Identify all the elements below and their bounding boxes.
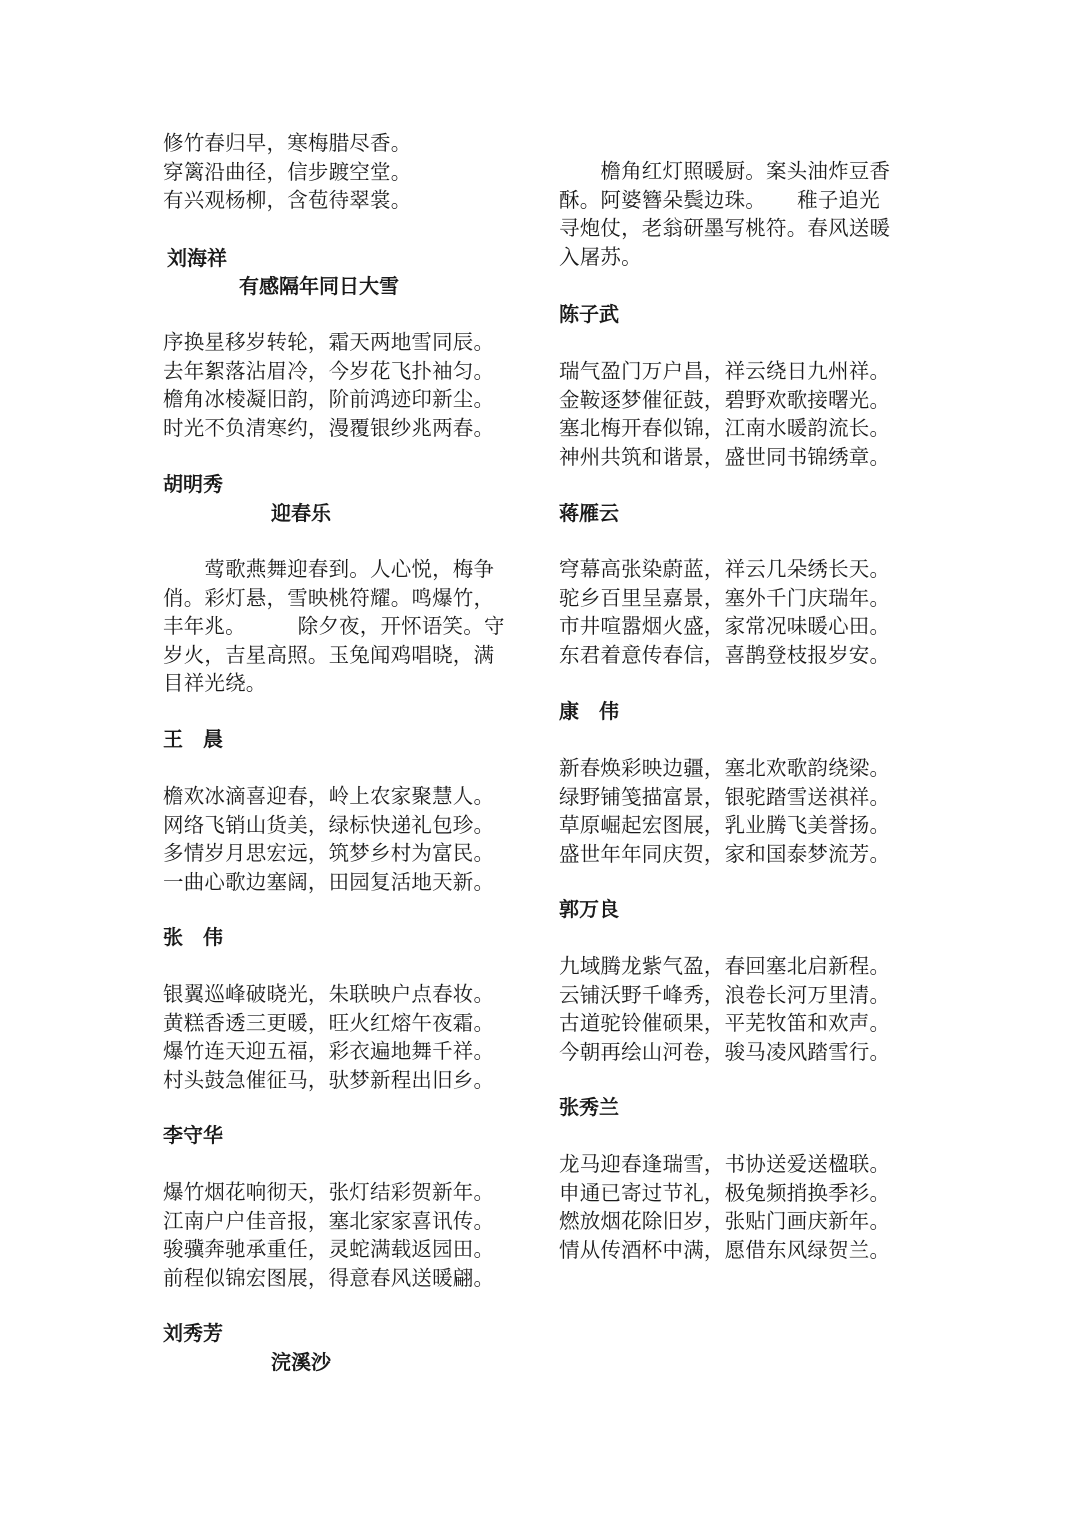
poem-line: 目祥光绕。	[163, 671, 267, 695]
poem-line: 丰年兆。 除夕夜，开怀语笑。守	[163, 614, 505, 638]
poem-jiang-yanyun	[559, 555, 939, 669]
poem-line: 网络飞销山货美，绿标快递礼包珍。	[163, 812, 495, 837]
section-liu-haixiang	[163, 244, 543, 272]
poem-line: 村头鼓急催征马，驮梦新程出旧乡。	[163, 1067, 495, 1092]
poem-line: 穹幕高张染蔚蓝，祥云几朵绣长天。	[559, 557, 891, 581]
section-jiang-yanyun	[559, 499, 939, 527]
poem-line: 市井喧嚣烟火盛，家常况味暖心田。	[559, 614, 891, 638]
poem-line: 爆竹烟花响彻天，张灯结彩贺新年。	[163, 1180, 495, 1204]
poem-title: 浣溪沙	[271, 1350, 331, 1374]
poem-line: 绿野铺笺描富景，银驼踏雪送祺祥。	[559, 784, 891, 809]
poem-line: 塞北梅开春似锦，江南水暖韵流长。	[559, 416, 891, 440]
author-name: 陈子武	[559, 302, 619, 326]
poem-li-shouhua	[163, 1178, 543, 1292]
poem-title: 有感隔年同日大雪	[239, 274, 399, 298]
poem-title: 迎春乐	[271, 501, 331, 525]
poem-line: 申通已寄过节礼，极兔频捎换季衫。	[559, 1180, 891, 1205]
author-name: 张秀兰	[559, 1095, 619, 1119]
poem-line: 时光不负清寒约，漫覆银纱兆两春。	[163, 415, 495, 440]
section-zhang-xiulan	[559, 1093, 939, 1121]
poem-line: 莺歌燕舞迎春到。人心悦，梅争	[163, 557, 495, 581]
author-name: 王 晨	[163, 727, 223, 751]
poem-zhang-xiulan	[559, 1150, 939, 1264]
section-hu-mingxiu	[163, 470, 543, 498]
poem-line: 黄糕香透三更暖，旺火红熔午夜霜。	[163, 1010, 495, 1035]
author-name: 胡明秀	[163, 472, 223, 496]
poem-line: 檐角红灯照暖厨。案头油炸豆香	[559, 159, 891, 183]
poem-line: 驼乡百里呈嘉景，塞外千门庆瑞年。	[559, 585, 891, 610]
poem-line: 檐角冰棱凝旧韵，阶前鸿迹印新尘。	[163, 387, 495, 411]
poem-wang-chen	[163, 782, 543, 896]
section-wang-chen	[163, 725, 543, 753]
poem-liu-haixiang	[163, 328, 543, 442]
poem-line: 多情岁月思宏远，筑梦乡村为富民。	[163, 841, 495, 865]
poem-line: 穿篱沿曲径，信步踱空堂。	[163, 159, 412, 184]
author-name: 康 伟	[559, 699, 619, 723]
poem-guo-wanliang	[559, 952, 939, 1066]
poem-zhang-wei	[163, 980, 543, 1094]
author-name: 张 伟	[163, 925, 223, 949]
poem-line: 东君着意传春信，喜鹊登枝报岁安。	[559, 642, 891, 667]
poem-line: 修竹春归早，寒梅腊尽香。	[163, 131, 412, 155]
poem-line: 一曲心歌边塞阔，田园复活地天新。	[163, 869, 495, 894]
author-name: 李守华	[163, 1123, 223, 1147]
poem-line: 江南户户佳音报，塞北家家喜讯传。	[163, 1208, 495, 1233]
poem-line: 盛世年年同庆贺，家和国泰梦流芳。	[559, 841, 891, 866]
poem-line: 前程似锦宏图展，得意春风送暖翩。	[163, 1265, 495, 1290]
poem-line: 草原崛起宏图展，乳业腾飞美誉扬。	[559, 813, 891, 837]
author-name: 蒋雁云	[559, 501, 619, 525]
poem-line: 寻炮仗，老翁研墨写桃符。春风送暖	[559, 216, 891, 240]
poem-hu-mingxiu	[163, 555, 543, 698]
poem-line: 岁火，吉星高照。玉兔闻鸡唱晓，满	[163, 642, 495, 667]
poem-line: 九域腾龙紫气盈，春回塞北启新程。	[559, 954, 891, 978]
poem-line: 有兴观杨柳，含苞待翠裳。	[163, 188, 412, 212]
poem-line: 情从传酒杯中满，愿借东风绿贺兰。	[559, 1237, 891, 1262]
poem-line: 古道驼铃催硕果，平芜牧笛和欢声。	[559, 1011, 891, 1035]
title-liu-xiufang	[163, 1348, 543, 1376]
poem-kang-wei	[559, 754, 939, 868]
poem-line: 新春焕彩映边疆，塞北欢歌韵绕梁。	[559, 756, 891, 780]
section-liu-xiufang	[163, 1319, 543, 1347]
poem-line: 燃放烟花除旧岁，张贴门画庆新年。	[559, 1209, 891, 1233]
title-liu-haixiang	[163, 272, 543, 300]
poem-line: 骏骥奔驰承重任，灵蛇满载返园田。	[163, 1237, 495, 1261]
poem-line: 入屠苏。	[559, 244, 642, 269]
poem-line: 俏。彩灯悬，雪映桃符耀。鸣爆竹，	[163, 585, 495, 610]
author-name: 刘海祥	[167, 246, 227, 270]
intro-poem-left	[163, 129, 543, 215]
poem-line: 银翼巡峰破晓光，朱联映户点春妆。	[163, 982, 495, 1006]
intro-poem-right	[559, 157, 939, 271]
section-guo-wanliang	[559, 895, 939, 923]
poem-chen-ziwu	[559, 357, 939, 471]
poem-line: 神州共筑和谐景，盛世同书锦绣章。	[559, 444, 891, 469]
author-name: 郭万良	[559, 897, 619, 921]
section-kang-wei	[559, 697, 939, 725]
poem-line: 龙马迎春逢瑞雪，书协送爱送楹联。	[559, 1152, 891, 1176]
section-zhang-wei	[163, 923, 543, 951]
poem-line: 今朝再绘山河卷，骏马凌风踏雪行。	[559, 1039, 891, 1064]
author-name: 刘秀芳	[163, 1321, 223, 1345]
poem-line: 金鞍逐梦催征鼓，碧野欢歌接曙光。	[559, 387, 891, 412]
poem-line: 酥。阿婆簪朵鬓边珠。 稚子追光	[559, 187, 880, 212]
poem-line: 檐欢冰滴喜迎春，岭上农家聚慧人。	[163, 784, 495, 808]
poem-line: 去年絮落沾眉冷，今岁花飞扑袖匀。	[163, 358, 495, 383]
poem-line: 序换星移岁转轮，霜天两地雪同辰。	[163, 330, 495, 354]
section-chen-ziwu	[559, 300, 939, 328]
title-hu-mingxiu	[163, 499, 543, 527]
section-li-shouhua	[163, 1121, 543, 1149]
poem-line: 瑞气盈门万户昌，祥云绕日九州祥。	[559, 359, 891, 383]
poem-line: 云铺沃野千峰秀，浪卷长河万里清。	[559, 982, 891, 1007]
poem-line: 爆竹连天迎五福，彩衣遍地舞千祥。	[163, 1039, 495, 1063]
